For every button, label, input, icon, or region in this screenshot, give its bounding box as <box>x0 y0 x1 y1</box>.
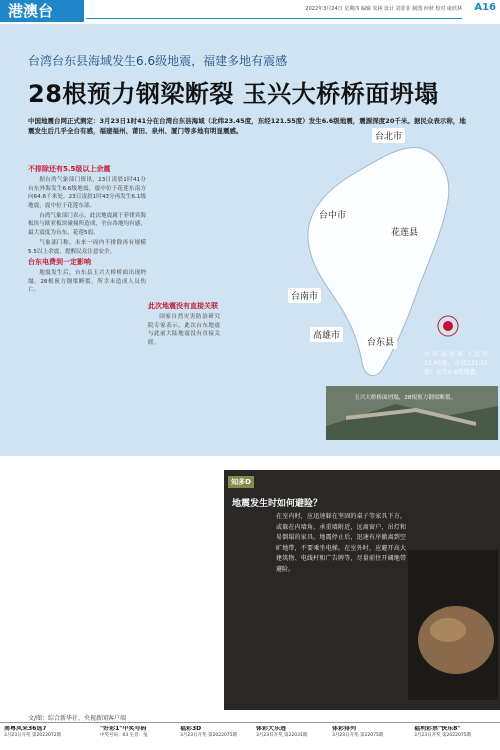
lottery-line: 3月23日开奖 第22075期 <box>332 733 384 738</box>
article-headline: 28根预力钢梁断裂 玉兴大桥桥面坍塌 <box>28 80 439 108</box>
lottery-line: 3月23日开奖 第2022075期 <box>414 733 472 738</box>
masthead <box>0 0 500 22</box>
section-name: 港澳台 <box>0 0 84 22</box>
knowledge-box <box>224 470 500 710</box>
paragraph: 据台湾气象部门资讯，23日凌晨1时41分台东外海发生6.6级地震，震中位于花莲东南方向64.6千米处。23日凌晨1时43分再发生6.1级地震，震中位于花莲东部。 <box>28 177 146 209</box>
epicenter-marker <box>443 321 453 331</box>
paragraph: 地震发生后，台东县玉兴大桥桥面出现坍塌，28根预力钢梁断裂，所幸未造成人员伤亡。 <box>28 270 146 294</box>
lottery-line: 3月23日开奖 第2022072期 <box>4 733 62 738</box>
city-label-taichung: 台中市 <box>316 207 349 222</box>
city-label-tainan: 台南市 <box>288 288 321 303</box>
section-title: 此次地震没有直接关联 <box>148 302 218 310</box>
paragraph: 台湾气象部门表示，此次地震属于菲律宾海板块与欧亚板块碰撞所造成，全台各地均有感，最大震度为台东、花莲5弱。 <box>28 213 146 236</box>
article-kicker: 台湾台东县海域发生6.6级地震，福建多地有震感 <box>28 54 288 68</box>
paragraph: 气象部门称，未来一周内不排除再有规模5.5以上余震，提醒民众注意安全。 <box>28 240 146 255</box>
lottery-block <box>414 726 498 739</box>
article-lead: 中国地震台网正式测定：3月23日1时41分在台湾台东县海域（北纬23.45度，东经121.55度）发生6.6级地震，震源深度20千米。据民众表示称，地震发生后几乎全台有感，福建福州、莆田、泉州、厦门等多地有明显震感。 <box>28 117 466 135</box>
city-label-taipei: 台北市 <box>372 128 405 143</box>
lottery-title: 福彩3D <box>180 726 202 732</box>
knowledge-title: 地震发生时如何避险？ <box>232 499 323 509</box>
city-label-taitung: 台东县 <box>364 334 397 349</box>
lottery-title: 体彩排列 <box>332 726 357 732</box>
photo-caption: 玉兴大桥桥面坍塌，28根预力钢梁断裂。 <box>354 395 457 401</box>
column-1 <box>28 163 146 708</box>
knowledge-tag: 知多D <box>228 476 254 488</box>
section-title: 台东电费到一定影响 <box>28 258 91 267</box>
lottery-title: 体彩大乐透 <box>256 726 287 732</box>
lottery-title: "好彩1"中奖号码 <box>100 726 147 732</box>
lottery-block <box>4 726 100 739</box>
article-byline: 文/图：综合新华社、央视新闻客户端 <box>28 715 127 722</box>
column-2 <box>148 300 220 705</box>
city-label-kaohsiung: 高雄市 <box>310 327 343 342</box>
lottery-title: 福利彩票"快乐8" <box>414 726 461 732</box>
section-title: 不排除还有5.5级以上余震 <box>28 165 111 173</box>
quake-location-note: 台东县海域（北纬23.45度，东经121.55度）发生6.6级地震。 <box>424 351 488 376</box>
lottery-line: 3月23日开奖 第2022075期 <box>180 733 238 738</box>
lottery-line: 3月23日开奖 第22031期 <box>256 733 308 738</box>
lottery-title: 南粤风采36选7 <box>4 726 47 732</box>
city-label-hualien: 花莲县 <box>388 224 421 239</box>
knowledge-text: 在室内时，应迅速躲在坚固的桌子等家具下方，或躲在内墙角、承重墙附近，远离窗户、吊灯和易倒塌的家具。地震停止后，迅速有序撤离到空旷地带，不要乘坐电梯。在室外时，应避开高大建筑物、电线杆和广告牌等，尽量前往开阔地带避险。 <box>276 513 406 573</box>
lottery-strip <box>0 722 500 750</box>
lottery-line: 中奖号码：03 生肖：兔 <box>100 733 148 738</box>
page-number: A16 <box>474 2 496 13</box>
masthead-info: 2022年3月24日 星期四 编辑 朱林 设计 刘菲菲 制图 何秋 校对 康欣林 <box>86 3 462 19</box>
paragraph: 国家自然灾害防治研究院专家表示，此次台东地震与此前大陆地震没有直接关联。 <box>148 314 220 346</box>
rock-photo <box>408 550 498 700</box>
